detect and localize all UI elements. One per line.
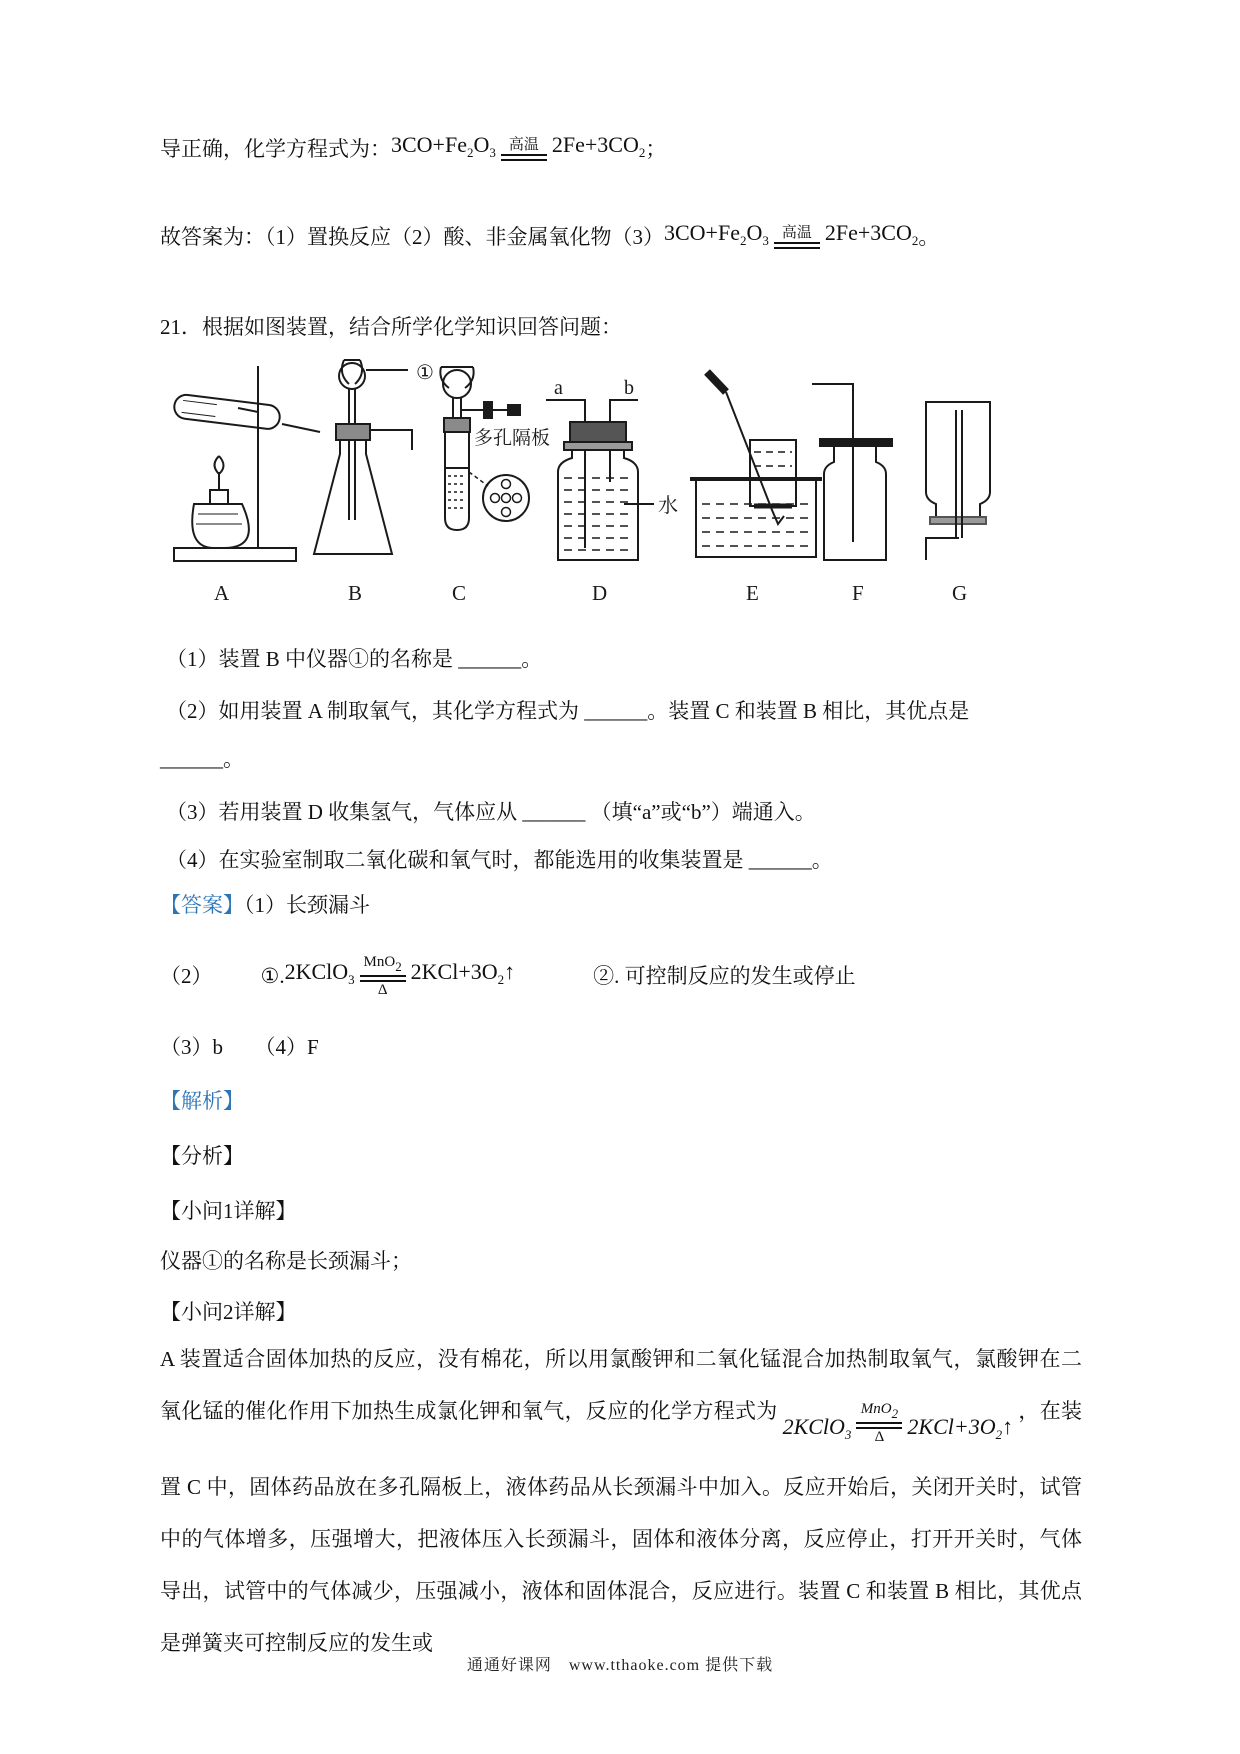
question-2-line-2: ______。 [160, 747, 244, 771]
answer-line-2 [160, 930, 856, 1022]
answer-eq-left: 2KClO$_3$ [284, 959, 355, 987]
explanation-eq-above: MnO2 [860, 1401, 899, 1421]
label-c: C [452, 581, 467, 605]
site-footer: 通通好课网 www.tthaoke.com 提供下载 [466, 1657, 774, 1674]
sub-question-1-text: 仪器①的名称是长颈漏斗； [160, 1249, 412, 1273]
answer-eq-above: MnO2 [363, 953, 402, 974]
explanation-equation [783, 1401, 1014, 1461]
analysis-tag: 【解析】 [160, 1089, 244, 1113]
label-f: F [852, 581, 864, 605]
label-g: G [952, 581, 968, 605]
intro-line-1-tail: ； [645, 137, 667, 161]
apparatus-c [440, 367, 550, 530]
apparatus-b [314, 360, 434, 554]
intro-line-1 [160, 130, 666, 168]
sub-question-2-tag: 【小问2详解】 [160, 1300, 297, 1324]
double-line [856, 1422, 902, 1429]
port-a-label: a [554, 377, 563, 399]
port-b-label: b [624, 377, 634, 399]
explanation-eq-right: $2KCl+3O_2↑$ [907, 1414, 1014, 1442]
label-a: A [214, 581, 230, 605]
question-2-line-1: （2）如用装置 A 制取氧气，其化学方程式为 ______。装置 C 和装置 B 相比，其优点是 [166, 699, 970, 723]
water-label: 水 [658, 495, 678, 517]
double-line [501, 154, 547, 161]
apparatus-letters [214, 581, 967, 605]
apparatus-a [173, 366, 320, 561]
explanation-part-1: A 装置适合固体加热的反应，没有棉花，所以用氯酸钾和二氧化锰混合加热制取氧气，氯酸钾在二氧化锰的催化作用下加热生成氯化钾和氧气，反应的化学方程式为 [160, 1347, 1082, 1423]
eq1-left: $3CO+Fe_2O_3$ [391, 132, 496, 160]
question-4: （4）在实验室制取二氧化碳和氧气时，都能选用的收集装置是 ______。 [166, 848, 833, 872]
eq1-right: $2Fe+3CO_2$ [551, 132, 646, 160]
porous-plate-label: 多孔隔板 [474, 428, 551, 449]
eq2-right: $2Fe+3CO_2$ [824, 220, 919, 248]
answer-3-4: （3）b （4）F [160, 1035, 319, 1059]
eq2-condition [774, 225, 820, 249]
explanation-eq-left: 2KClO$_3$ [782, 1414, 852, 1442]
sub-question-2-explanation [160, 1333, 1082, 1669]
label-e: E [746, 581, 759, 605]
label-d: D [592, 581, 608, 605]
double-line [360, 975, 406, 982]
explanation-eq-condition [856, 1401, 902, 1461]
answer-2-item-1-number: ①. [260, 964, 285, 988]
sub-question-1-tag: 【小问1详解】 [160, 1199, 297, 1223]
eq1-condition-above: 高温 [508, 137, 539, 153]
eq2-condition-above: 高温 [781, 225, 812, 241]
explanation-part-2: ，在装置 C 中，固体药品放在多孔隔板上，液体药品从长颈漏斗中加入。反应开始后，关闭开关时，试管中的气体增多，压强增大，把液体压入长颈漏斗，固体和液体分离，反应停止，打开开关时，气体导出，试管中的气体减少，压强减小，液体和固体混合，反应进行。装置 C 和装置 B 相比，其优点是弹簧夹可控制反应的发生或 [160, 1399, 1083, 1655]
answer-eq-condition [360, 954, 406, 999]
question-1: （1）装置 B 中仪器①的名称是 ______。 [166, 647, 543, 671]
apparatus-f [812, 384, 892, 560]
funnel-callout-label: ① [416, 362, 434, 384]
question-21-stem: 21．根据如图装置，结合所学化学知识回答问题： [160, 315, 622, 339]
intro-line-2 [160, 218, 939, 256]
apparatus-d [546, 377, 678, 560]
intro-line-2-text: 故答案为：（1）置换反应（2）酸、非金属氧化物（3） [160, 225, 664, 249]
intro-line-2-tail: 。 [918, 225, 940, 249]
apparatus-figure [158, 352, 1093, 614]
intro-line-1-text: 导正确，化学方程式为： [160, 137, 391, 161]
answer-1: （1）长颈漏斗 [244, 893, 370, 917]
label-b: B [348, 581, 363, 605]
answer-2-number: （2） [160, 964, 213, 988]
answer-eq-right: $2KCl+3O_2↑$ [410, 959, 516, 987]
answer-tag: 【答案】 [160, 893, 244, 917]
eq1-condition [501, 137, 547, 161]
apparatus-g [926, 402, 990, 560]
question-3: （3）若用装置 D 收集氢气，气体应从 ______ （填“a”或“b”）端通入。 [166, 800, 816, 824]
explanation-eq-below: Δ [874, 1429, 885, 1445]
eq2-left: $3CO+Fe_2O_3$ [664, 220, 769, 248]
answer-line-1 [160, 890, 370, 920]
answer-2-item-2: ②. 可控制反应的发生或停止 [593, 964, 856, 988]
apparatus-e [690, 372, 822, 557]
analysis-summary-tag: 【分析】 [160, 1144, 244, 1168]
double-line [774, 242, 820, 249]
answer-eq-below: Δ [377, 981, 388, 998]
